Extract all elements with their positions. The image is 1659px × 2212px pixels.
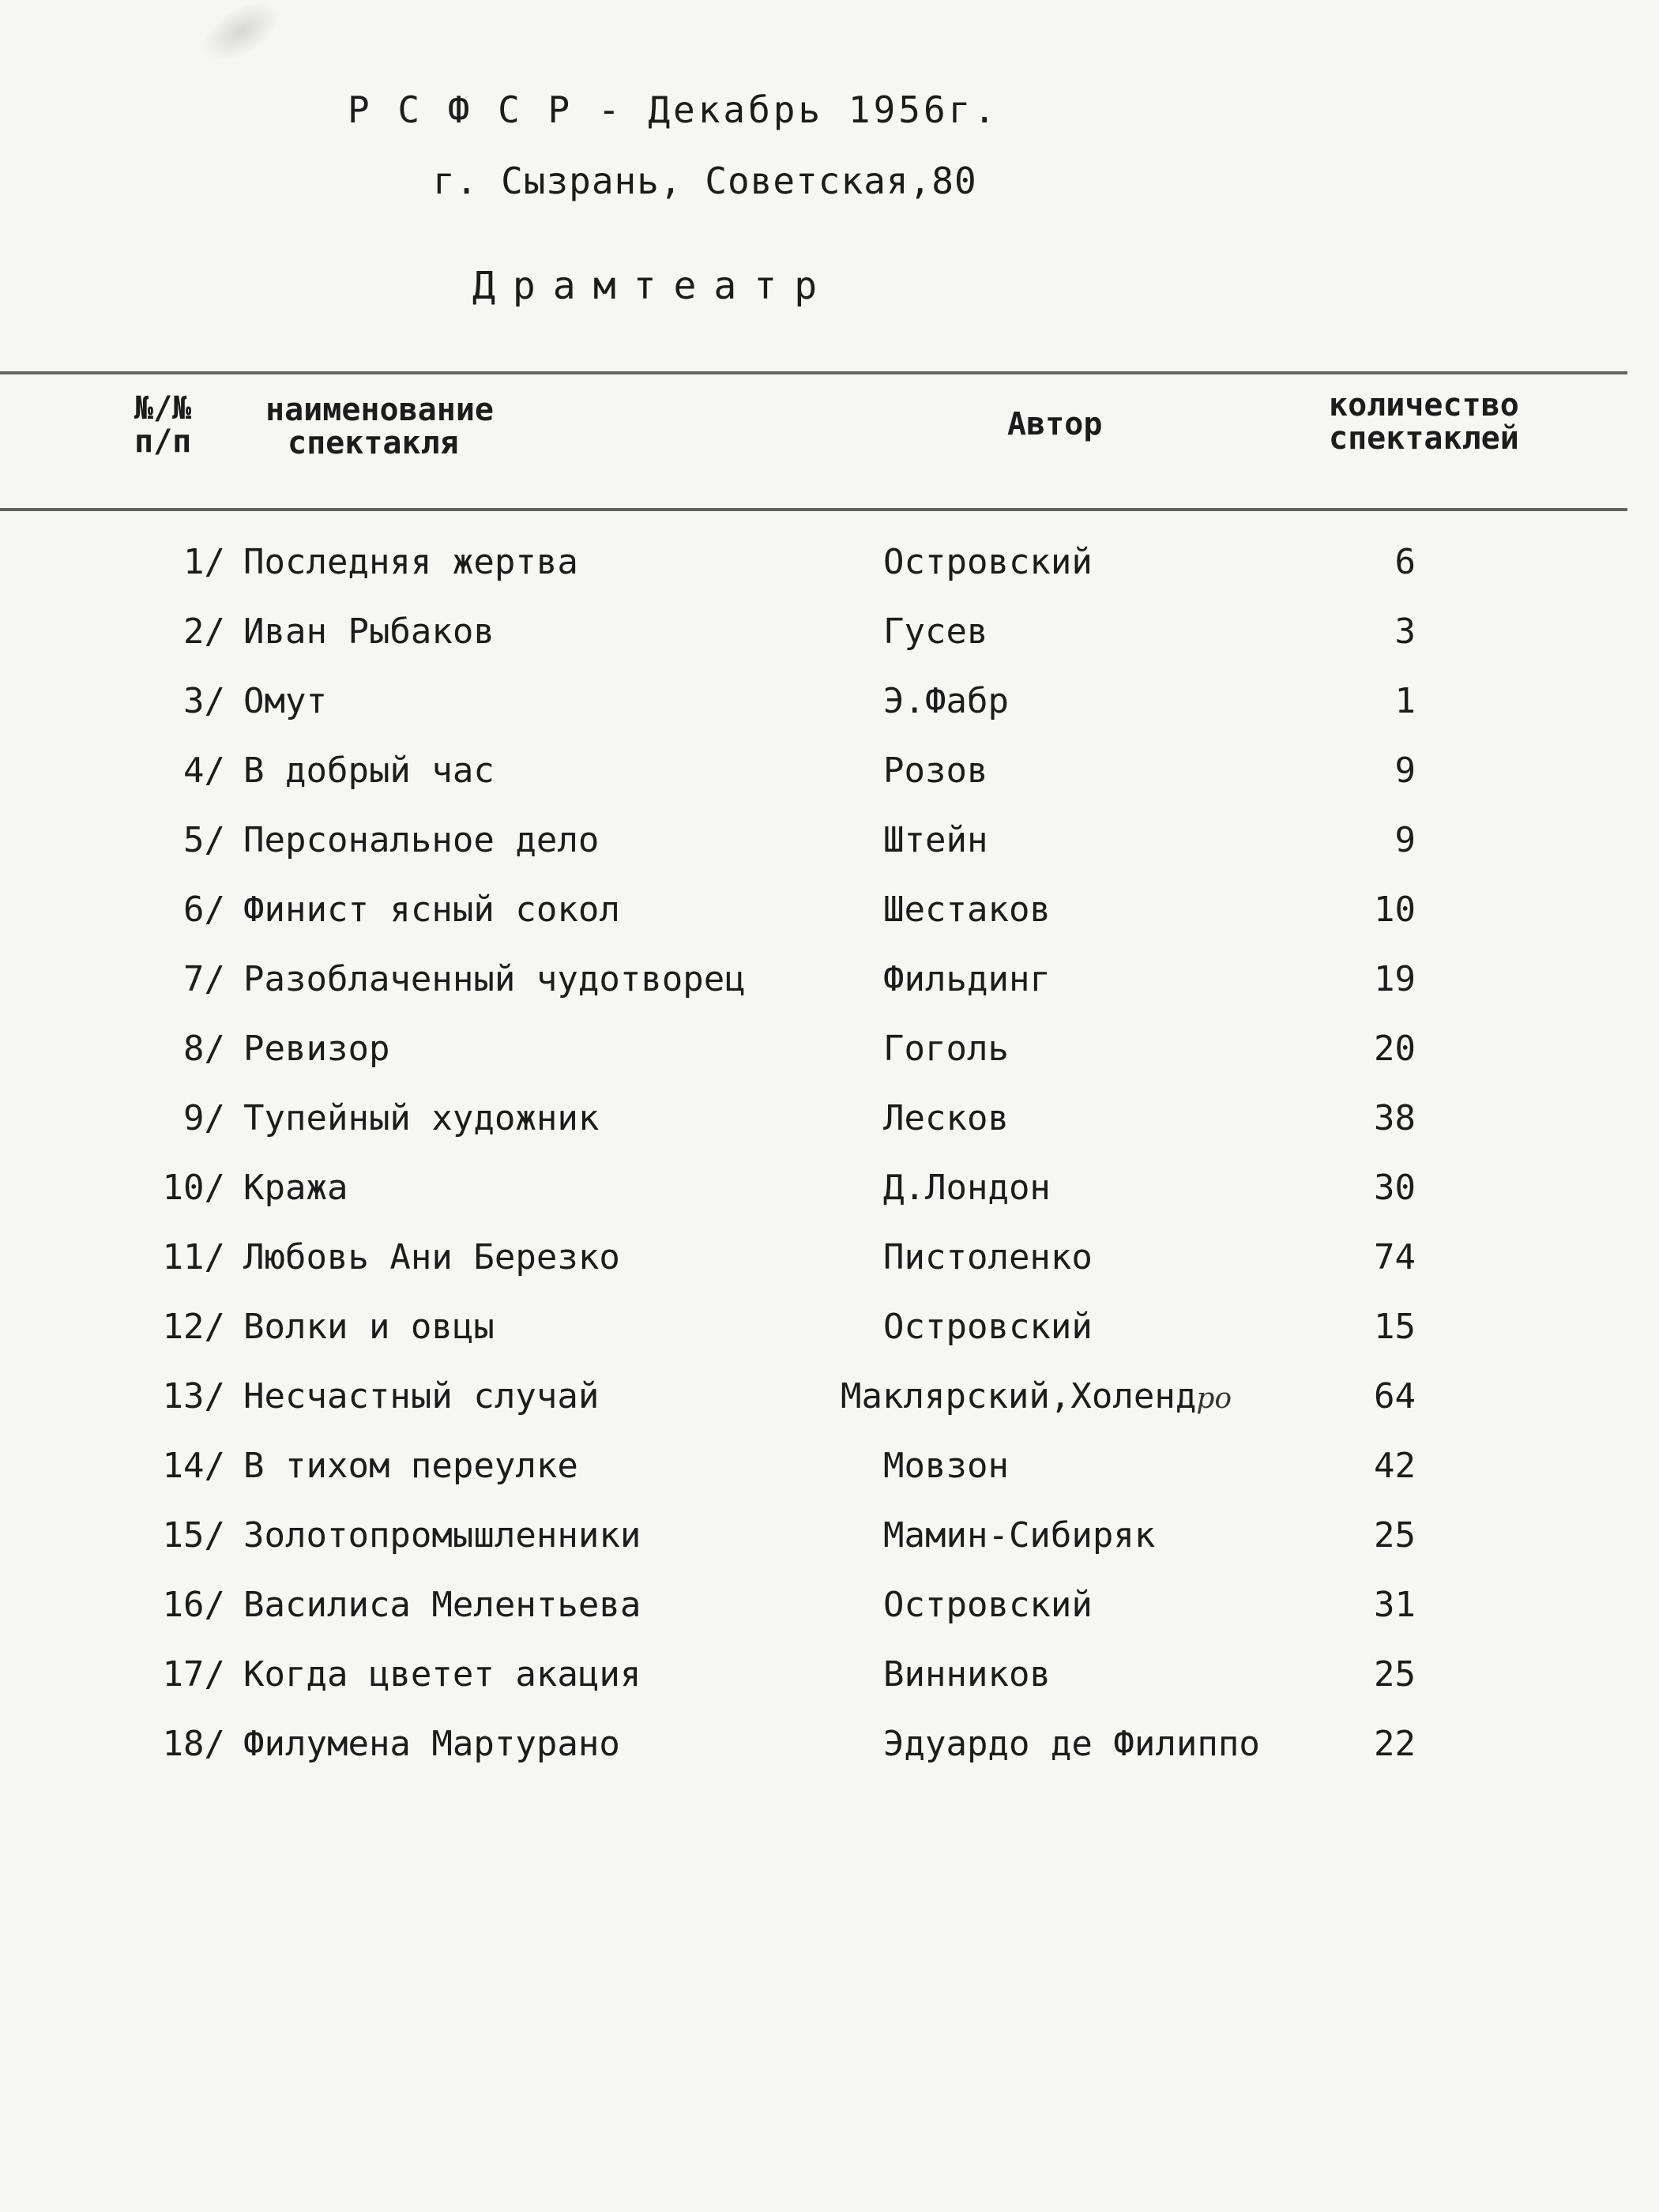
row-author	[883, 681, 1009, 721]
column-header-count	[1329, 389, 1519, 455]
row-count: 42	[1374, 1446, 1416, 1486]
row-title: В добрый час	[243, 750, 495, 791]
column-header-count-line2: спектаклей	[1329, 420, 1519, 457]
row-number: 16/	[162, 1585, 225, 1625]
row-number: 10/	[162, 1168, 225, 1208]
row-count: 1	[1394, 681, 1416, 721]
row-number: 13/	[162, 1376, 225, 1416]
table-row	[0, 1515, 1659, 1571]
table-row	[0, 1585, 1659, 1640]
row-title: Когда цветет акация	[243, 1654, 641, 1695]
row-author-text: Штейн	[883, 820, 988, 860]
table-row	[0, 1307, 1659, 1362]
row-author	[883, 542, 1093, 582]
row-count: 38	[1374, 1098, 1416, 1138]
row-author	[883, 1307, 1093, 1347]
row-number: 7/	[183, 959, 225, 999]
row-number: 8/	[183, 1029, 225, 1069]
paper-smudge	[191, 0, 290, 73]
row-title: Персональное дело	[243, 820, 600, 860]
row-author	[883, 1585, 1093, 1625]
row-count: 64	[1374, 1376, 1416, 1416]
row-title: Разоблаченный чудотворец	[243, 959, 746, 999]
row-title: Любовь Ани Березко	[243, 1237, 620, 1277]
table-row	[0, 820, 1659, 875]
row-count: 10	[1374, 890, 1416, 930]
column-header-count-line1: количество	[1329, 387, 1519, 423]
table-row	[0, 959, 1659, 1014]
column-header-author: Автор	[1007, 406, 1103, 442]
table-row	[0, 1446, 1659, 1501]
row-author-text: Д.Лондон	[883, 1168, 1051, 1208]
row-title: Омут	[243, 681, 327, 721]
header-theatre: Драмтеатр	[472, 264, 835, 308]
table-top-rule	[0, 371, 1627, 374]
row-number: 5/	[183, 820, 225, 860]
header-republic-date: Р С Ф С Р - Декабрь 1956г.	[348, 88, 999, 131]
row-number: 6/	[183, 890, 225, 930]
row-author-text: Маклярский,Холенд	[841, 1376, 1197, 1416]
table-row	[0, 1029, 1659, 1084]
row-number: 3/	[183, 681, 225, 721]
row-author-text: Винников	[883, 1654, 1051, 1695]
row-author	[883, 1515, 1155, 1556]
row-author	[883, 1168, 1051, 1208]
row-title: Василиса Мелентьева	[243, 1585, 641, 1625]
column-header-title-line2: спектакля	[288, 425, 459, 461]
row-number: 4/	[183, 750, 225, 791]
row-count: 20	[1374, 1029, 1416, 1069]
column-header-number	[134, 392, 191, 458]
row-number: 11/	[162, 1237, 225, 1277]
header-address: г. Сызрань, Советская,80	[433, 160, 977, 202]
row-author-text: Островский	[883, 1585, 1093, 1625]
table-row	[0, 681, 1659, 736]
row-author	[883, 1098, 1009, 1138]
row-author-handwritten: ро	[1196, 1382, 1232, 1415]
row-title: Тупейный художник	[243, 1098, 600, 1138]
column-header-title-line1: наименование	[265, 392, 494, 428]
row-author	[883, 1029, 1009, 1069]
row-author-text: Островский	[883, 1307, 1093, 1347]
row-count: 9	[1394, 820, 1416, 860]
row-count: 15	[1374, 1307, 1416, 1347]
row-title: Филумена Мартурано	[243, 1724, 620, 1764]
row-number: 15/	[162, 1515, 225, 1556]
row-author-text: Пистоленко	[883, 1237, 1093, 1277]
table-row	[0, 1237, 1659, 1292]
row-author-text: Мовзон	[883, 1446, 1009, 1486]
table-row	[0, 1376, 1659, 1431]
row-number: 12/	[162, 1307, 225, 1347]
row-title: Золотопромышленники	[243, 1515, 641, 1556]
row-number: 9/	[183, 1098, 225, 1138]
column-header-title	[265, 393, 494, 460]
table-row	[0, 890, 1659, 945]
row-author	[883, 750, 988, 791]
row-number: 1/	[183, 542, 225, 582]
row-author-text: Шестаков	[883, 890, 1051, 930]
row-count: 74	[1374, 1237, 1416, 1277]
row-author-text: Э.Фабр	[883, 681, 1009, 721]
table-row	[0, 750, 1659, 806]
row-title: Кража	[243, 1168, 348, 1208]
row-author	[883, 959, 1051, 999]
row-author-text: Эдуардо де Филиппо	[883, 1724, 1260, 1764]
row-author-text: Островский	[883, 542, 1093, 582]
row-count: 22	[1374, 1724, 1416, 1764]
table-row	[0, 1724, 1659, 1779]
row-count: 30	[1374, 1168, 1416, 1208]
row-title: Ревизор	[243, 1029, 390, 1069]
row-author	[883, 1654, 1051, 1695]
row-count: 9	[1394, 750, 1416, 791]
row-title: Иван Рыбаков	[243, 611, 495, 652]
row-author-text: Фильдинг	[883, 959, 1051, 999]
row-title: Финист ясный сокол	[243, 890, 620, 930]
table-row	[0, 1168, 1659, 1223]
table-row	[0, 611, 1659, 667]
table-row	[0, 1098, 1659, 1153]
column-header-number-line1: №/№	[134, 390, 192, 427]
row-author-text: Мамин-Сибиряк	[883, 1515, 1156, 1556]
row-title: Несчастный случай	[243, 1376, 600, 1416]
row-author	[883, 820, 988, 860]
row-author	[883, 1724, 1260, 1764]
row-count: 3	[1394, 611, 1416, 652]
row-title: Волки и овцы	[243, 1307, 495, 1347]
row-author	[883, 1446, 1009, 1486]
table-row	[0, 542, 1659, 597]
table-header-rule	[0, 508, 1627, 511]
row-author-text: Гусев	[883, 611, 988, 652]
row-count: 6	[1394, 542, 1416, 582]
row-count: 19	[1374, 959, 1416, 999]
row-title: Последняя жертва	[243, 542, 578, 582]
row-number: 2/	[183, 611, 225, 652]
table-row	[0, 1654, 1659, 1710]
row-author	[883, 1237, 1093, 1277]
row-author-text: Лесков	[883, 1098, 1009, 1138]
row-author	[883, 611, 988, 652]
row-author-text: Гоголь	[883, 1029, 1009, 1069]
row-number: 14/	[162, 1446, 225, 1486]
row-count: 31	[1374, 1585, 1416, 1625]
row-number: 18/	[162, 1724, 225, 1764]
row-author-text: Розов	[883, 750, 988, 791]
row-count: 25	[1374, 1515, 1416, 1556]
row-title: В тихом переулке	[243, 1446, 578, 1486]
column-header-number-line2: п/п	[134, 423, 192, 460]
row-count: 25	[1374, 1654, 1416, 1695]
row-author	[841, 1376, 1232, 1416]
row-number: 17/	[162, 1654, 225, 1695]
row-author	[883, 890, 1051, 930]
